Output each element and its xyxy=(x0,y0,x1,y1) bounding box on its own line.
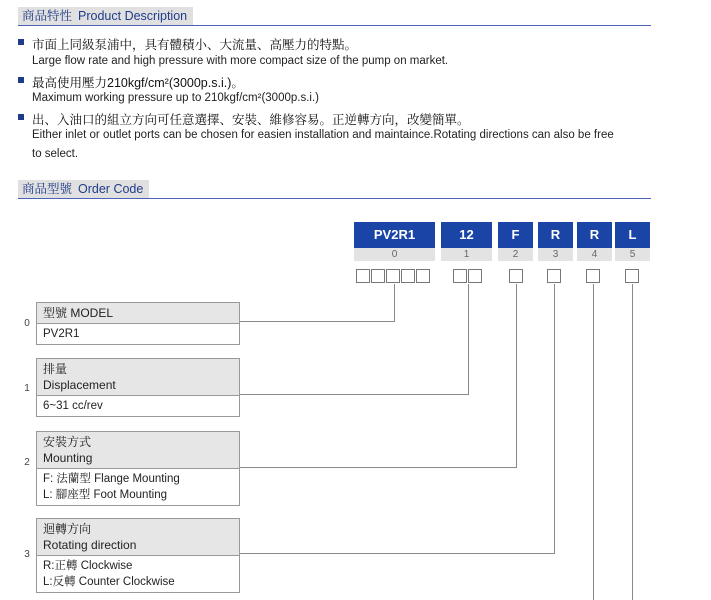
product-description-title xyxy=(18,7,193,25)
row-header-text: 型號 MODEL xyxy=(43,306,114,320)
option-row-rotation xyxy=(36,518,240,593)
connector-line xyxy=(240,553,555,554)
feature-en: Large flow rate and high pressure with more compact size of the pump on market. xyxy=(32,55,449,67)
code-part-mounting: F xyxy=(498,222,533,248)
feature-zh: 出、入油口的組立方向可任意選擇、安裝、維修容易。正逆轉方向，改變簡單。 xyxy=(32,113,470,127)
row-header-text: Displacement xyxy=(43,378,116,392)
row-body xyxy=(37,324,239,344)
row-header-text: Rotating direction xyxy=(43,538,137,552)
section-title-zh: 商品型號 xyxy=(22,182,73,196)
bullet-icon xyxy=(18,114,24,120)
row-option-text: 6~31 cc/rev xyxy=(43,400,103,412)
row-number: 0 xyxy=(24,318,30,329)
feature-zh: 最高使用壓力210kgf/cm²(3000p.s.i.)。 xyxy=(32,76,244,90)
code-index: 5 xyxy=(615,248,650,261)
row-header xyxy=(37,519,239,556)
row-body xyxy=(37,396,239,416)
section-title-zh: 商品特性 xyxy=(22,9,73,23)
feature-en: to select. xyxy=(32,148,79,160)
feature-zh: 市面上同級泵浦中，具有體積小、大流量、高壓力的特點。 xyxy=(32,38,358,52)
connector-line xyxy=(240,321,395,322)
connector-line xyxy=(593,284,594,600)
code-entry-box xyxy=(586,269,600,283)
row-header xyxy=(37,303,239,324)
section-divider xyxy=(18,198,651,199)
code-entry-box xyxy=(509,269,523,283)
code-part-5: L xyxy=(615,222,650,248)
row-body xyxy=(37,556,239,592)
row-header-text: 安裝方式 xyxy=(43,435,92,449)
row-number: 1 xyxy=(24,383,30,394)
code-index: 4 xyxy=(577,248,612,261)
connector-line xyxy=(240,394,469,395)
row-number: 2 xyxy=(24,457,30,468)
option-row-displacement xyxy=(36,358,240,417)
code-part-displacement: 12 xyxy=(441,222,492,248)
row-option-text: PV2R1 xyxy=(43,328,80,340)
option-row-mounting xyxy=(36,431,240,506)
connector-line xyxy=(468,284,469,395)
code-part-4: R xyxy=(577,222,612,248)
row-option-text: L:反轉 Counter Clockwise xyxy=(43,576,175,588)
connector-line xyxy=(632,284,633,600)
option-row-model xyxy=(36,302,240,345)
code-part-rotation: R xyxy=(538,222,573,248)
row-header-text: 排量 xyxy=(43,362,68,376)
connector-line xyxy=(516,284,517,468)
feature-en: Maximum working pressure up to 210kgf/cm²(3000p.s.i.) xyxy=(32,92,319,104)
code-entry-box xyxy=(401,269,415,283)
code-part-model: PV2R1 xyxy=(354,222,435,248)
connector-line xyxy=(240,467,517,468)
section-title-en: Product Description xyxy=(78,9,188,23)
row-header xyxy=(37,432,239,469)
section-divider xyxy=(18,25,651,26)
row-option-text: R:正轉 Clockwise xyxy=(43,560,133,572)
row-number: 3 xyxy=(24,549,30,560)
row-option-text: F: 法蘭型 Flange Mounting xyxy=(43,473,180,485)
row-option-text: L: 腳座型 Foot Mounting xyxy=(43,489,167,501)
code-entry-box xyxy=(547,269,561,283)
row-body xyxy=(37,469,239,505)
row-header-text: Mounting xyxy=(43,451,93,465)
row-header xyxy=(37,359,239,396)
code-index: 3 xyxy=(538,248,573,261)
code-index: 0 xyxy=(354,248,435,261)
feature-en: Either inlet or outlet ports can be chosen for easien installation and maintaince.Rotating directions can also be free xyxy=(32,129,614,141)
bullet-icon xyxy=(18,77,24,83)
bullet-icon xyxy=(18,39,24,45)
code-index: 1 xyxy=(441,248,492,261)
code-index: 2 xyxy=(498,248,533,261)
connector-line xyxy=(554,284,555,554)
section-title-en: Order Code xyxy=(78,182,144,196)
row-header-text: 迴轉方向 xyxy=(43,522,92,536)
code-entry-box xyxy=(453,269,467,283)
code-entry-box xyxy=(371,269,385,283)
code-entry-box xyxy=(356,269,370,283)
order-code-title xyxy=(18,180,149,198)
code-entry-box xyxy=(625,269,639,283)
code-entry-box xyxy=(468,269,482,283)
code-entry-box xyxy=(386,269,400,283)
code-entry-box xyxy=(416,269,430,283)
connector-line xyxy=(394,284,395,321)
